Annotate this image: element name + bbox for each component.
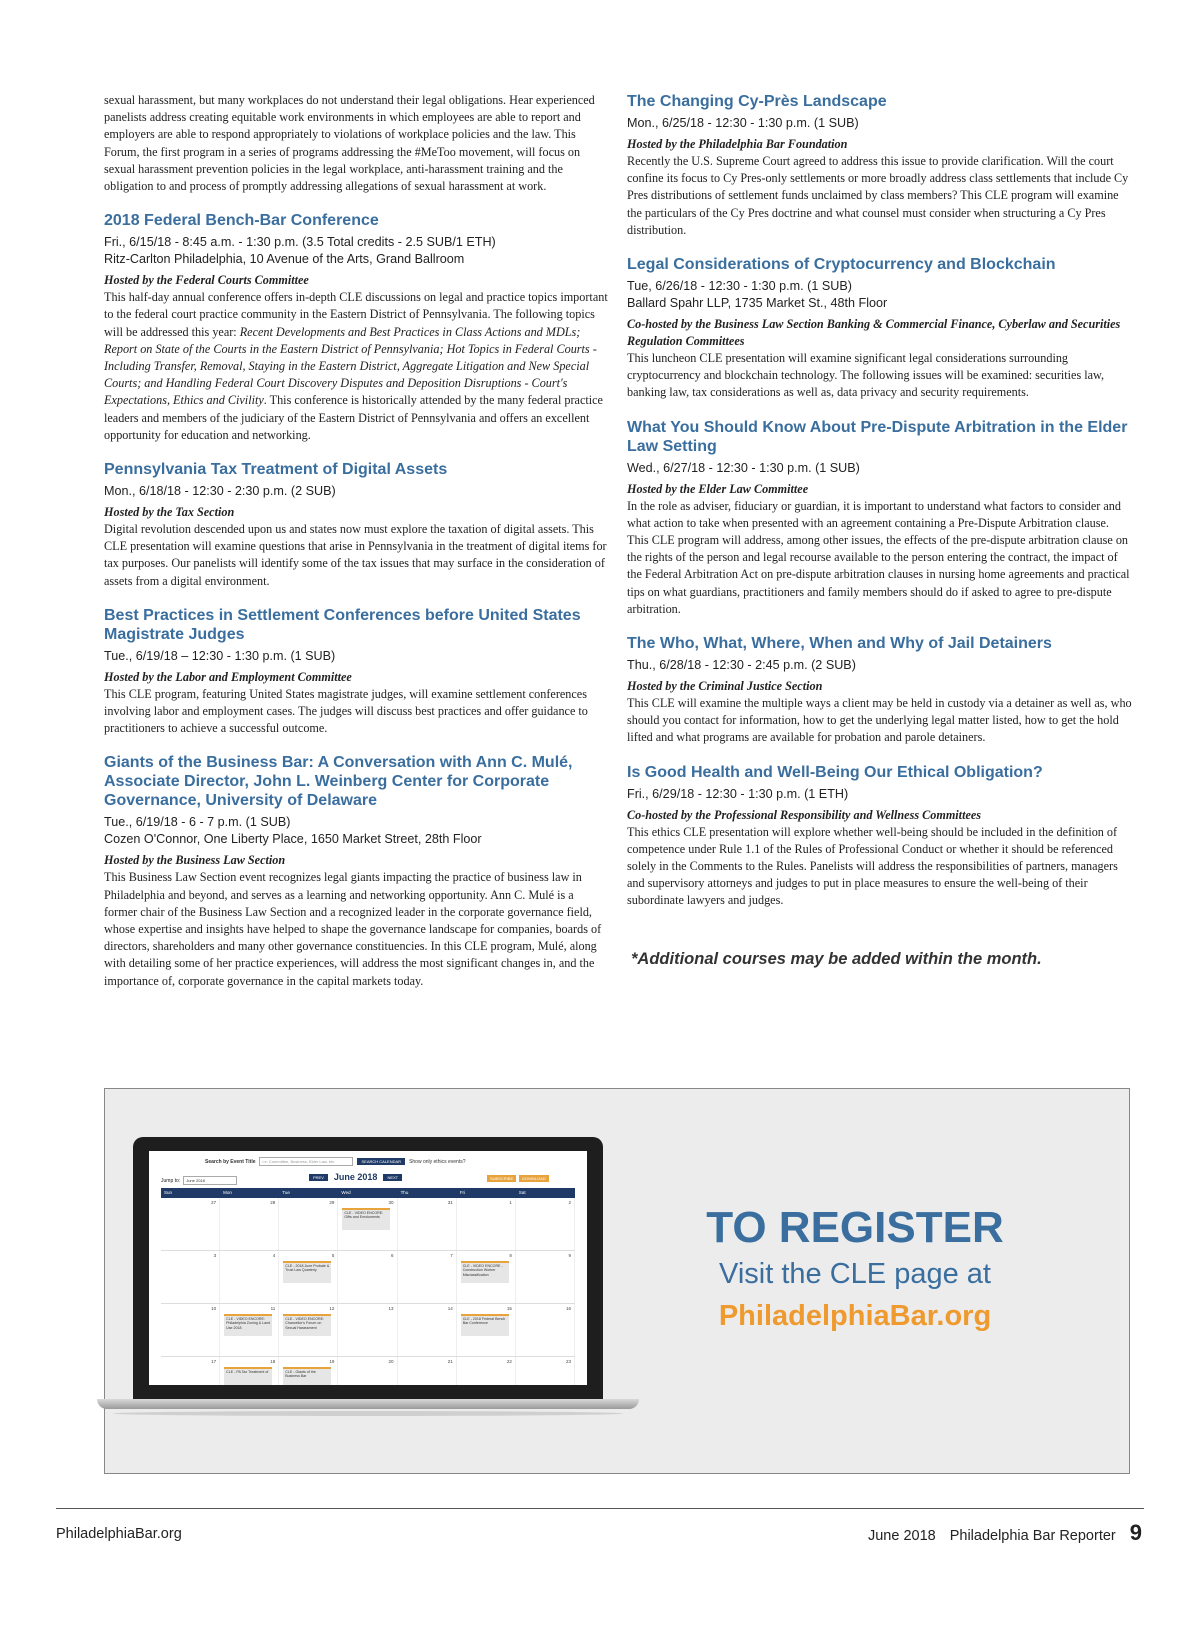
calendar-screenshot bbox=[149, 1151, 587, 1385]
day-number: 2 bbox=[568, 1200, 571, 1205]
event-giants-business-bar bbox=[104, 753, 609, 989]
calendar-day[interactable] bbox=[220, 1198, 279, 1250]
event-date: Mon., 6/25/18 - 12:30 - 1:30 p.m. (1 SUB) bbox=[627, 116, 859, 130]
event-jail-detainers bbox=[627, 634, 1132, 747]
footer-publication: Philadelphia Bar Reporter bbox=[949, 1528, 1116, 1544]
calendar-day[interactable] bbox=[220, 1251, 279, 1303]
calendar-day[interactable] bbox=[161, 1198, 220, 1250]
event-title: 2018 Federal Bench-Bar Conference bbox=[104, 212, 379, 230]
day-number: 13 bbox=[388, 1306, 394, 1311]
day-number: 8 bbox=[509, 1253, 512, 1258]
event-host: Hosted by the Federal Courts Committee bbox=[104, 273, 309, 288]
calendar-day[interactable] bbox=[457, 1251, 516, 1303]
jump-to bbox=[161, 1176, 237, 1185]
right-column bbox=[627, 92, 1132, 969]
calendar-day[interactable] bbox=[516, 1357, 575, 1385]
calendar-day[interactable] bbox=[338, 1251, 397, 1303]
day-number: 30 bbox=[388, 1200, 394, 1205]
calendar-event[interactable]: CLE - VIDEO ENCORE: Philadelphia Zoning & Land Use 2018 bbox=[224, 1314, 272, 1336]
day-number: 6 bbox=[391, 1253, 394, 1258]
event-description bbox=[104, 289, 609, 444]
event-title: Giants of the Business Bar: A Conversation with Ann C. Mulé, Associate Director, John L. Weinberg Center for Corporate Governance, University of Delaware bbox=[104, 754, 573, 810]
laptop-illustration bbox=[133, 1137, 603, 1417]
calendar-day[interactable] bbox=[398, 1251, 457, 1303]
event-title: Legal Considerations of Cryptocurrency and Blockchain bbox=[627, 256, 1056, 274]
calendar-grid bbox=[161, 1198, 575, 1385]
calendar-day[interactable] bbox=[279, 1251, 338, 1303]
weekday-label: Wed bbox=[341, 1190, 351, 1195]
day-number: 29 bbox=[329, 1200, 335, 1205]
jump-select[interactable]: June 2018 bbox=[183, 1176, 237, 1185]
day-number: 17 bbox=[211, 1359, 217, 1364]
event-description: This ethics CLE presentation will explore whether well-being should be included in the definition of competence under Rule 1.1 of the Rules of Professional Conduct or whether it should be referenced solely in the Comments to the Rules. Panelists will address the responsibilities of partners, managers and supervisory attorneys and judges to put in place measures to ensure the well-being of their subordinate lawyers and judges. bbox=[627, 824, 1118, 908]
weekday-label: Fri bbox=[459, 1190, 465, 1195]
register-text bbox=[675, 1203, 1035, 1337]
day-number: 12 bbox=[329, 1306, 335, 1311]
day-number: 19 bbox=[329, 1359, 335, 1364]
calendar-event[interactable]: CLE - Giants of the Business Bar bbox=[283, 1367, 331, 1385]
calendar-day[interactable] bbox=[220, 1304, 279, 1356]
day-number: 28 bbox=[270, 1200, 276, 1205]
description-part: This half-day annual conference offers in-depth CLE discussions on legal and practice topics important to the federal court practice community in the Eastern District of Pennsylvania. The following topics will be addressed this year: bbox=[104, 290, 608, 339]
event-tax-digital-assets bbox=[104, 460, 609, 590]
event-date: Tue., 6/19/18 - 6 - 7 p.m. (1 SUB) bbox=[104, 815, 291, 830]
calendar-day[interactable] bbox=[516, 1198, 575, 1250]
event-date: Fri., 6/29/18 - 12:30 - 1:30 p.m. (1 ETH) bbox=[627, 786, 849, 801]
download-button[interactable]: DOWNLOAD bbox=[519, 1175, 549, 1182]
calendar-event[interactable]: CLE - VIDEO ENCORE: Gifts and Emoluments bbox=[342, 1208, 390, 1230]
day-number: 22 bbox=[506, 1359, 512, 1364]
day-number: 9 bbox=[568, 1253, 571, 1258]
calendar-day[interactable] bbox=[516, 1251, 575, 1303]
calendar-day[interactable] bbox=[338, 1357, 397, 1385]
footer-issue: June 2018 bbox=[867, 1528, 936, 1544]
calendar-week bbox=[161, 1304, 575, 1357]
event-host: Hosted by the Philadelphia Bar Foundation bbox=[627, 137, 848, 151]
event-location: Cozen O'Connor, One Liberty Place, 1650 Market Street, 28th Floor bbox=[104, 832, 482, 847]
event-title: Is Good Health and Well-Being Our Ethical Obligation? bbox=[627, 763, 1043, 781]
page-number: 9 bbox=[1129, 1520, 1142, 1545]
day-number: 15 bbox=[506, 1306, 512, 1311]
weekday-label: Thu bbox=[400, 1190, 409, 1195]
weekday-label: Sun bbox=[164, 1190, 173, 1195]
day-number: 14 bbox=[447, 1306, 453, 1311]
event-location: Ballard Spahr LLP, 1735 Market St., 48th Floor bbox=[627, 296, 888, 311]
day-number: 23 bbox=[565, 1359, 571, 1364]
calendar-actions bbox=[487, 1175, 549, 1182]
event-date: Thu., 6/28/18 - 12:30 - 2:45 p.m. (2 SUB) bbox=[627, 658, 856, 673]
event-host: Co-hosted by the Professional Responsibility and Wellness Committees bbox=[627, 807, 982, 822]
footer-site: PhiladelphiaBar.org bbox=[56, 1526, 182, 1542]
calendar-day[interactable] bbox=[279, 1198, 338, 1250]
weekday-label: Tue bbox=[282, 1190, 290, 1195]
day-number: 18 bbox=[270, 1359, 276, 1364]
calendar-day[interactable] bbox=[279, 1357, 338, 1385]
event-date: Mon., 6/18/18 - 12:30 - 2:30 p.m. (2 SUB) bbox=[104, 484, 336, 499]
event-title: The Who, What, Where, When and Why of Jail Detainers bbox=[627, 635, 1052, 653]
day-number: 16 bbox=[565, 1306, 571, 1311]
event-date: Tue., 6/19/18 – 12:30 - 1:30 p.m. (1 SUB) bbox=[104, 648, 336, 663]
event-cy-pres bbox=[627, 92, 1132, 239]
prev-button[interactable]: PREV bbox=[309, 1174, 328, 1181]
calendar-event[interactable]: CLE - VIDEO ENCORE: Chancellor's Forum on Sexual Harassment bbox=[283, 1314, 331, 1336]
calendar-day[interactable] bbox=[398, 1198, 457, 1250]
day-number: 5 bbox=[331, 1253, 335, 1258]
intro-paragraph: sexual harassment, but many workplaces do not understand their legal obligations. Hear experienced panelists address creating equitable work environments in which employees are able to report and employers are able to respond appropriately to violations of workplace policies and the law. This Forum, the first program in a series of programs addressing the #MeToo movement, will focus on sexual harassment prevention policies in the legal workplace, anti-harassment training and the obligation to and process of promptly addressing allegations of sexual harassment at work. bbox=[104, 93, 595, 194]
calendar-event[interactable]: CLE - 2018 Federal Bench Bar Conference bbox=[461, 1314, 509, 1336]
laptop-base bbox=[97, 1399, 639, 1409]
event-title: Pennsylvania Tax Treatment of Digital Assets bbox=[104, 461, 448, 479]
event-host: Hosted by the Criminal Justice Section bbox=[627, 679, 823, 694]
month-label: June 2018 bbox=[333, 1172, 378, 1182]
event-host: Hosted by the Business Law Section bbox=[104, 853, 286, 868]
event-pre-dispute-arbitration bbox=[627, 418, 1132, 618]
day-number: 11 bbox=[270, 1306, 276, 1311]
day-number: 20 bbox=[388, 1359, 394, 1364]
calendar-day[interactable] bbox=[161, 1357, 220, 1385]
event-title: The Changing Cy-Près Landscape bbox=[627, 93, 887, 110]
calendar-day[interactable] bbox=[398, 1304, 457, 1356]
laptop-shadow bbox=[113, 1411, 623, 1416]
event-description: Digital revolution descended upon us and states now must explore the taxation of digital assets. This CLE presentation will examine questions that arise in Pennsylvania in the treatment of digital items for tax purposes. Our panelists will identify some of the tax issues that may surface in the consideration of assets from a digital environment. bbox=[104, 522, 607, 588]
day-number: 7 bbox=[450, 1253, 453, 1258]
search-calendar-button[interactable]: SEARCH CALENDAR bbox=[357, 1158, 405, 1165]
calendar-event[interactable]: CLE - VIDEO ENCORE - Construction Worker Misclassification bbox=[461, 1261, 509, 1283]
day-number: 4 bbox=[272, 1253, 276, 1258]
calendar-day[interactable] bbox=[457, 1357, 516, 1385]
day-number: 3 bbox=[213, 1253, 217, 1258]
event-host: Hosted by the Labor and Employment Committee bbox=[104, 669, 352, 684]
event-description: This Business Law Section event recognizes legal giants impacting the practice of business law in Philadelphia and beyond, and serves as a learning and networking opportunity. Ann C. Mulé is a former chair of the Business Law Section and a recognized leader in the corporate governance field, whose expertise and insights have helped to shape the governance landscape for companies, boards of directors, shareholders and many other governance constituencies. In this CLE program, Mulé, along with detailing some of her practice experiences, will address the most significant changes in, and the importance of, corporate governance in the capital markets today. bbox=[104, 870, 602, 988]
ethics-filter-label[interactable]: Show only ethics events? bbox=[409, 1158, 466, 1165]
event-date: Fri., 6/15/18 - 8:45 a.m. - 1:30 p.m. (3.5 Total credits - 2.5 SUB/1 ETH) bbox=[104, 235, 496, 250]
calendar-day[interactable] bbox=[398, 1357, 457, 1385]
register-title: TO REGISTER bbox=[706, 1203, 1004, 1252]
event-host: Co-hosted by the Business Law Section Banking & Commercial Finance, Cyberlaw and Securities Regulation Committees bbox=[627, 317, 1121, 349]
calendar-event[interactable]: CLE - PA Tax Treatment of bbox=[224, 1367, 272, 1385]
weekday-header bbox=[161, 1188, 575, 1198]
calendar-day[interactable] bbox=[338, 1198, 397, 1250]
calendar-day[interactable] bbox=[220, 1357, 279, 1385]
footer-info bbox=[868, 1520, 1142, 1546]
calendar-search bbox=[205, 1157, 465, 1166]
month-nav bbox=[309, 1172, 402, 1182]
event-well-being bbox=[627, 763, 1132, 910]
event-description: This CLE will examine the multiple ways a client may be held in custody via a detainer as well as, who should you contact for information, how to get the underlying legal matter listed, how to get the hold lifted and what programs are available for probation and parole detainers. bbox=[627, 696, 1132, 745]
event-date: Tue, 6/26/18 - 12:30 - 1:30 p.m. (1 SUB) bbox=[627, 279, 852, 294]
footer-divider bbox=[56, 1508, 1144, 1509]
laptop-screen-frame bbox=[133, 1137, 603, 1399]
calendar-week bbox=[161, 1198, 575, 1251]
event-location: Ritz-Carlton Philadelphia, 10 Avenue of the Arts, Grand Ballroom bbox=[104, 252, 465, 267]
event-bench-bar bbox=[104, 211, 609, 444]
event-cryptocurrency bbox=[627, 255, 1132, 402]
day-number: 10 bbox=[211, 1306, 217, 1311]
event-settlement-conferences bbox=[104, 606, 609, 738]
next-button[interactable]: NEXT bbox=[383, 1174, 402, 1181]
register-box bbox=[104, 1088, 1130, 1474]
day-number: 1 bbox=[509, 1200, 512, 1205]
calendar-day[interactable] bbox=[516, 1304, 575, 1356]
description-part: . This conference is historically attended by the many federal practice leaders and members of the judiciary of the Eastern District of Pennsylvania and offers an excellent opportunity for education and networking. bbox=[104, 393, 603, 442]
calendar-week bbox=[161, 1251, 575, 1304]
event-description: This luncheon CLE presentation will examine significant legal considerations surrounding cryptocurrency and blockchain technology. The following issues will be examined: securities law, banking law, tax considerations as well as, data privacy and security requirements. bbox=[627, 351, 1105, 400]
event-description: In the role as adviser, fiduciary or guardian, it is important to understand what factors to consider and what action to take when presented with an agreement containing a Pre-Dispute Arbitration clause. This CLE program will address, among other issues, the effects of the pre-dispute arbitration clause on the rights of the person and legal recourse available to the person entering the contract, the impact of the Federal Arbitration Act on pre-dispute arbitration clauses in nursing home agreements and practical tips on what guardians, practitioners and family members should do if asked to agree to pre-dispute arbitration. bbox=[627, 498, 1130, 616]
left-column bbox=[104, 92, 609, 1006]
search-input[interactable]: i.e. Committee, Business, Elder Law, etc. bbox=[259, 1157, 353, 1166]
calendar-day[interactable] bbox=[457, 1198, 516, 1250]
day-number: 21 bbox=[447, 1359, 453, 1364]
event-description: This CLE program, featuring United States magistrate judges, will examine settlement conferences involving labor and employment cases. The judges will discuss best practices and offer guidance to practitioners to achieve a successful outcome. bbox=[104, 686, 588, 736]
register-link[interactable]: PhiladelphiaBar.org bbox=[718, 1300, 992, 1332]
calendar-week bbox=[161, 1357, 575, 1385]
additional-courses-note: *Additional courses may be added within the month. bbox=[631, 949, 1042, 968]
calendar-day[interactable] bbox=[457, 1304, 516, 1356]
event-title: What You Should Know About Pre-Dispute Arbitration in the Elder Law Setting bbox=[627, 418, 1128, 455]
subscribe-button[interactable]: SUBSCRIBE bbox=[487, 1175, 516, 1182]
calendar-day[interactable] bbox=[279, 1304, 338, 1356]
event-description: Recently the U.S. Supreme Court agreed to address this issue to provide clarification. Will the court confine its focus to Cy Pres-only settlements or more broadly address class settlements that include Cy Pres distributions of settlement funds unclaimed by class members? This CLE program will examine the particulars of the Cy Pres doctrine and what counsel must consider when structuring a Cy Pres distribution. bbox=[627, 154, 1129, 237]
event-title: Best Practices in Settlement Conferences before United States Magistrate Judges bbox=[104, 606, 581, 643]
description-topics: Recent Developments and Best Practices in Class Actions and MDLs; Report on State of the Courts in the Eastern District of Pennsylvania; Hot Topics in Federal Courts - Including Transfer, Removal, Staying in the Eastern District, Aggregate Litigation and New Special Courts; and Handling Federal Court Discovery Disputes and Deposition Disruptions - Court's Expectations, Ethics and Civility bbox=[104, 324, 597, 408]
register-subtitle: Visit the CLE page at bbox=[719, 1258, 991, 1290]
event-host: Hosted by the Elder Law Committee bbox=[627, 481, 809, 496]
weekday-label: Sat bbox=[518, 1190, 526, 1195]
jump-label: Jump to: bbox=[161, 1177, 181, 1184]
event-host: Hosted by the Tax Section bbox=[104, 505, 235, 520]
calendar-day[interactable] bbox=[161, 1304, 220, 1356]
search-label: Search by Event Title bbox=[205, 1158, 256, 1165]
day-number: 27 bbox=[211, 1200, 217, 1205]
day-number: 31 bbox=[447, 1200, 453, 1205]
calendar-day[interactable] bbox=[338, 1304, 397, 1356]
weekday-label: Mon bbox=[223, 1190, 232, 1195]
event-date: Wed., 6/27/18 - 12:30 - 1:30 p.m. (1 SUB) bbox=[627, 460, 860, 475]
calendar-event[interactable]: CLE - 2018 June Probate & Trust Law Quarterly bbox=[283, 1261, 331, 1283]
calendar-day[interactable] bbox=[161, 1251, 220, 1303]
